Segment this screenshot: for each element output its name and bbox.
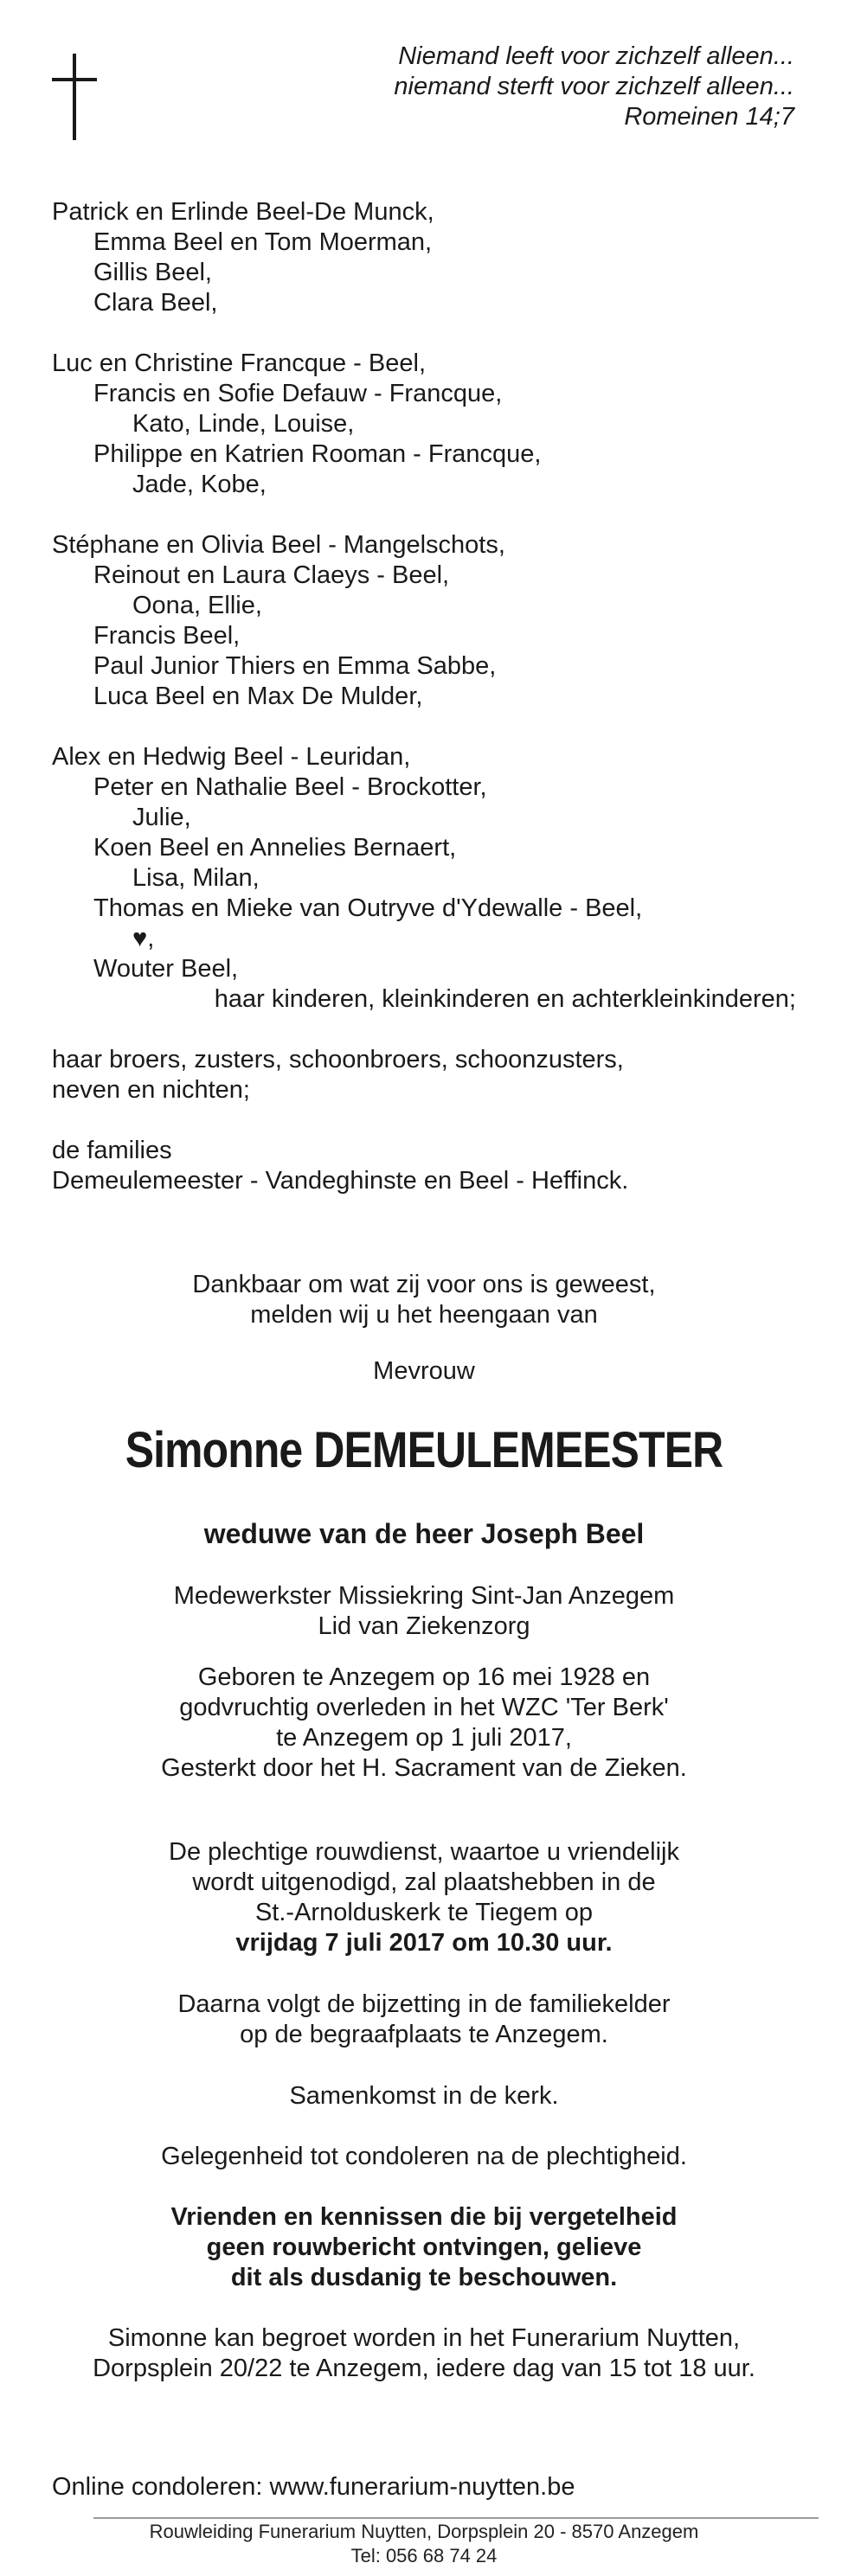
cross-icon bbox=[52, 54, 97, 140]
quote-line-1: Niemand leeft voor zichzelf alleen... bbox=[398, 42, 794, 70]
family-line: Patrick en Erlinde Beel-De Munck, bbox=[52, 198, 434, 226]
gathering-text: Samenkomst in de kerk. bbox=[289, 2082, 559, 2110]
service-info bbox=[26, 1837, 822, 1958]
bible-quote bbox=[275, 42, 794, 132]
family-line: de families bbox=[52, 1137, 172, 1164]
family-line: Demeulemeester - Vandeghinste en Beel - Heffinck. bbox=[52, 1167, 629, 1195]
family-line: Kato, Linde, Louise, bbox=[132, 410, 355, 438]
intro-line: Dankbaar om wat zij voor ons is geweest, bbox=[192, 1271, 656, 1298]
family-line: Koen Beel en Annelies Bernaert, bbox=[93, 834, 457, 862]
notice-line: dit als dusdanig te beschouwen. bbox=[230, 2264, 618, 2291]
service-line: De plechtige rouwdienst, waartoe u vriendelijk bbox=[169, 1838, 679, 1866]
family-line: Oona, Ellie, bbox=[132, 592, 262, 619]
family-line: Paul Junior Thiers en Emma Sabbe, bbox=[93, 652, 497, 680]
family-line: Francis en Sofie Defauw - Francque, bbox=[93, 380, 503, 407]
footer-phone: Tel: 056 68 74 24 bbox=[350, 2545, 498, 2566]
family-line: Peter en Nathalie Beel - Brockotter, bbox=[93, 773, 487, 801]
role-line: Lid van Ziekenzorg bbox=[318, 1612, 530, 1640]
notice-line: Vrienden en kennissen die bij vergetelheid bbox=[170, 2203, 678, 2231]
burial-info bbox=[26, 1990, 822, 2050]
deceased-name-text: Simonne DEMEULEMEESTER bbox=[125, 1422, 723, 1478]
quote-line-2: niemand sterft voor zichzelf alleen... bbox=[394, 73, 794, 100]
family-summary: haar kinderen, kleinkinderen en achterkleinkinderen; bbox=[214, 985, 796, 1013]
service-line: wordt uitgenodigd, zal plaatshebben in de bbox=[192, 1868, 656, 1896]
family-line: Philippe en Katrien Rooman - Francque, bbox=[93, 440, 542, 468]
burial-line: Daarna volgt de bijzetting in de familiekelder bbox=[177, 1990, 671, 2018]
widow-line bbox=[26, 1519, 822, 1549]
bio-line: godvruchtig overleden in het WZC 'Ter Berk' bbox=[179, 1694, 669, 1721]
condolence-text: Gelegenheid tot condoleren na de plechtigheid. bbox=[161, 2143, 687, 2170]
family-line: Thomas en Mieke van Outryve d'Ydewalle - Beel, bbox=[93, 894, 643, 922]
footer-divider bbox=[93, 2517, 819, 2519]
service-line: St.-Arnolduskerk te Tiegem op bbox=[254, 1899, 594, 1926]
announcement-intro bbox=[26, 1270, 822, 1330]
family-line: Emma Beel en Tom Moerman, bbox=[93, 228, 433, 256]
online-condolence: Online condoleren: www.funerarium-nuytten.be bbox=[52, 2473, 575, 2501]
bio-line: te Anzegem op 1 juli 2017, bbox=[276, 1724, 572, 1752]
family-line: Clara Beel, bbox=[93, 289, 218, 317]
salutation bbox=[26, 1356, 822, 1387]
notice-line: geen rouwbericht ontvingen, gelieve bbox=[206, 2233, 642, 2261]
footer-address: Rouwleiding Funerarium Nuytten, Dorpsplein 20 - 8570 Anzegem bbox=[149, 2521, 699, 2542]
notice bbox=[26, 2202, 822, 2293]
family-line: neven en nichten; bbox=[52, 1076, 250, 1104]
visit-line: Simonne kan begroet worden in het Funerarium Nuytten, bbox=[107, 2324, 741, 2352]
condolence-info bbox=[26, 2142, 822, 2172]
family-line: haar broers, zusters, schoonbroers, schoonzusters, bbox=[52, 1046, 624, 1073]
family-line: Francis Beel, bbox=[93, 622, 241, 650]
family-list bbox=[52, 197, 813, 1196]
bio-line: Geboren te Anzegem op 16 mei 1928 en bbox=[197, 1663, 651, 1691]
deceased-name bbox=[26, 1420, 822, 1481]
salutation-text: Mevrouw bbox=[373, 1357, 475, 1385]
gathering-info bbox=[26, 2081, 822, 2111]
roles bbox=[26, 1581, 822, 1642]
heart-icon: ♥, bbox=[132, 925, 155, 952]
family-line: Lisa, Milan, bbox=[132, 864, 260, 892]
role-line: Medewerkster Missiekring Sint-Jan Anzegem bbox=[173, 1582, 675, 1610]
service-date: vrijdag 7 juli 2017 om 10.30 uur. bbox=[235, 1929, 613, 1957]
visit-line: Dorpsplein 20/22 te Anzegem, iedere dag van 15 tot 18 uur. bbox=[93, 2355, 755, 2382]
family-line: Reinout en Laura Claeys - Beel, bbox=[93, 561, 450, 589]
family-line: Wouter Beel, bbox=[93, 955, 239, 983]
family-line: Julie, bbox=[132, 804, 191, 831]
biography bbox=[26, 1663, 822, 1784]
quote-reference: Romeinen 14;7 bbox=[624, 103, 794, 131]
family-line: Luc en Christine Francque - Beel, bbox=[52, 349, 426, 377]
family-line: Stéphane en Olivia Beel - Mangelschots, bbox=[52, 531, 505, 559]
burial-line: op de begraafplaats te Anzegem. bbox=[240, 2021, 608, 2048]
family-line: Luca Beel en Max De Mulder, bbox=[93, 682, 423, 710]
visitation-info bbox=[26, 2323, 822, 2384]
family-line: Alex en Hedwig Beel - Leuridan, bbox=[52, 743, 411, 771]
intro-line: melden wij u het heengaan van bbox=[250, 1301, 598, 1329]
widow-text: weduwe van de heer Joseph Beel bbox=[203, 1518, 645, 1549]
bio-line: Gesterkt door het H. Sacrament van de Zieken. bbox=[161, 1754, 687, 1782]
family-line: Jade, Kobe, bbox=[132, 471, 267, 498]
family-line: Gillis Beel, bbox=[93, 259, 212, 286]
